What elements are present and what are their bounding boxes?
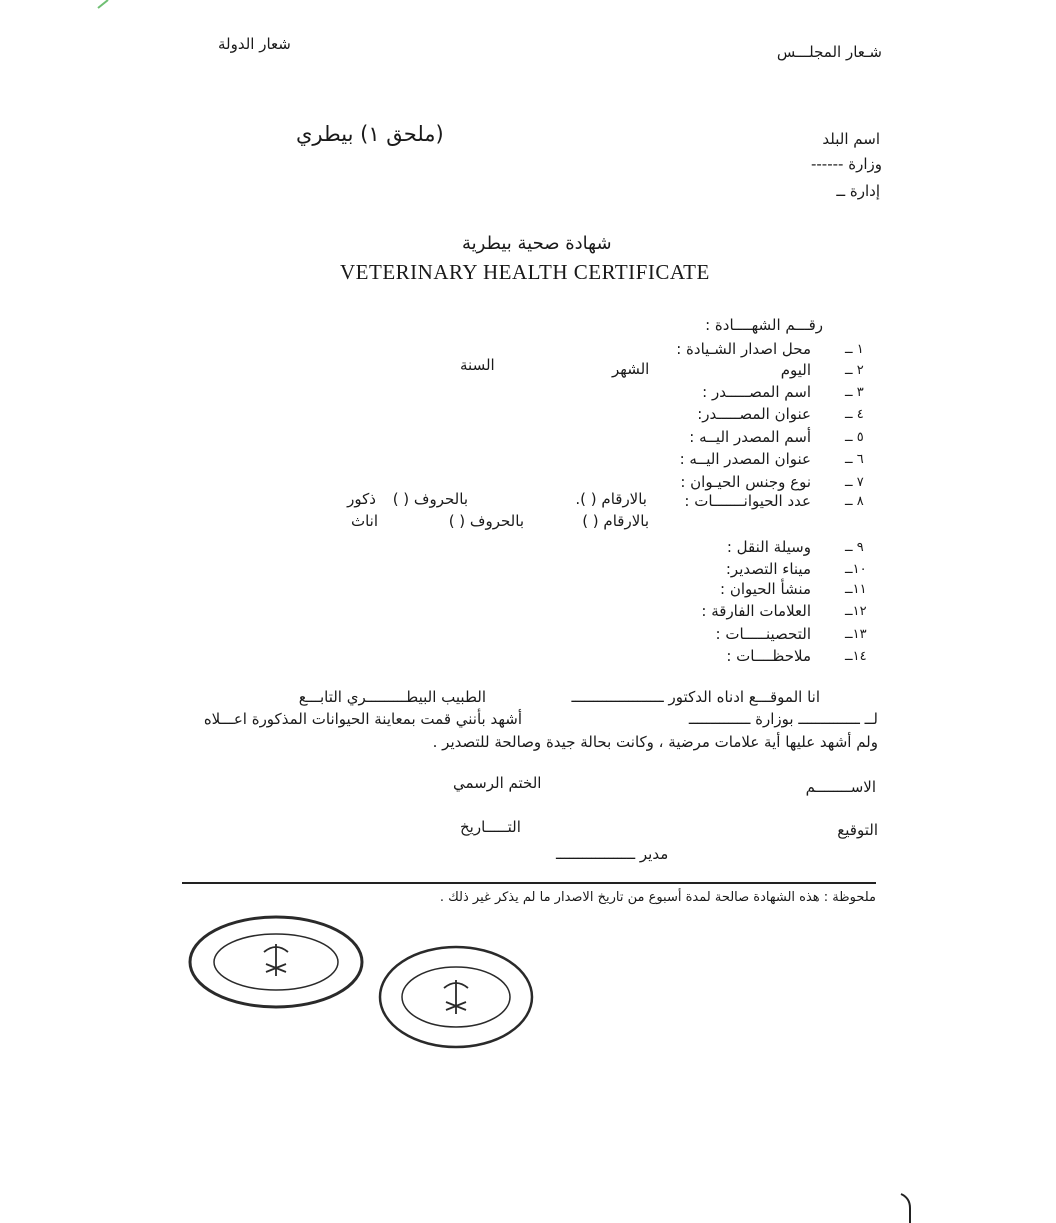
certificate-number-label: رقـــم الشهــــادة : (705, 316, 823, 334)
field-number: ١٢ــ (845, 604, 867, 619)
council-secretariat-stamp-icon (376, 944, 536, 1050)
date-label: التـــــاريخ (460, 818, 521, 836)
declaration-line2-end: أشهد بأنني قمت بمعاينة الحيوانات المذكورة اعـــلاه (203, 710, 522, 728)
field-label: اليوم (780, 361, 811, 379)
field-label: عنوان المصـــــدر: (697, 405, 811, 423)
title-arabic: شهادة صحية بيطرية (462, 233, 612, 254)
field-number: ٢ ــ (845, 363, 864, 378)
footer-divider (182, 882, 876, 884)
corner-mark-icon (96, 0, 112, 10)
field-number: ١١ــ (845, 582, 867, 597)
field-label: نوع وجنس الحيـوان : (680, 473, 811, 491)
state-emblem-label: شعار الدولة (218, 35, 291, 53)
field-number: ٣ ــ (845, 385, 864, 400)
field-label: التحصينـــــات : (715, 625, 811, 643)
field-label: اسم المصـــــدر : (702, 383, 811, 401)
field-label: العلامات الفارقة : (701, 602, 811, 620)
declaration-line2-start: لــ ــــــــــــــ بوزارة ــــــــــــــ (688, 710, 878, 728)
department-label: إدارة ــ (836, 182, 880, 200)
council-emblem-label: شـعار المجلـــس (776, 43, 882, 61)
field-label: منشأ الحيوان : (720, 580, 811, 598)
field-number: ٤ ــ (845, 407, 864, 422)
footer-note: ملحوظة : هذه الشهادة صالحة لمدة أسبوع من تاريخ الاصدار ما لم يذكر غير ذلك . (439, 890, 876, 905)
field-label: ملاحظــــات : (726, 647, 811, 665)
females-label: اناث (350, 512, 378, 530)
males-digits-label: بالارقام ( ). (575, 490, 647, 508)
date-month-label: الشهر (612, 360, 650, 378)
field-number: ١٠ــ (845, 562, 867, 577)
field-number: ١ ــ (845, 342, 864, 357)
field-number: ٥ ــ (845, 430, 864, 445)
males-letters-label: بالحروف ( ) (392, 490, 468, 508)
field-number: ٦ ــ (845, 452, 864, 467)
field-number: ١٣ــ (845, 627, 867, 642)
declaration-line3: ولم أشهد عليها أية علامات مرضية ، وكانت بحالة جيدة وصالحة للتصدير . (432, 733, 878, 751)
females-letters-label: بالحروف ( ) (448, 512, 524, 530)
country-name-label: اسم البلد (822, 130, 880, 148)
signature-label: التوقيع (837, 821, 878, 839)
field-label: عدد الحيوانـــــــات : (684, 492, 811, 510)
field-number: ٩ ــ (845, 540, 864, 555)
page-edge-mark-icon (898, 1192, 914, 1223)
council-experts-stamp-icon (186, 912, 366, 1012)
director-label: مدير ــــــــــــــــــ (556, 845, 669, 863)
field-label: أسم المصدر اليــه : (689, 428, 811, 446)
field-label: وسيلة النقل : (726, 538, 811, 556)
official-stamp-label: الختم الرسمي (453, 774, 542, 792)
field-label: محل اصدار الشـيادة : (676, 340, 811, 358)
declaration-line1-end: الطبيب البيطـــــــــري التابـــع (298, 688, 486, 706)
field-label: ميناء التصدير: (725, 560, 811, 578)
date-year-label: السنة (460, 356, 495, 374)
annex-label: (ملحق ١) بيطري (296, 122, 444, 146)
declaration-line1-start: انا الموقـــع ادناه الدكتور ـــــــــــــــــــــ (571, 688, 820, 706)
males-label: ذكور (347, 490, 376, 508)
title-english: VETERINARY HEALTH CERTIFICATE (340, 260, 710, 284)
field-label: عنوان المصدر اليــه : (679, 450, 811, 468)
ministry-label: وزارة ------ (810, 155, 882, 173)
field-number: ٨ ــ (845, 494, 864, 509)
field-number: ٧ ــ (845, 475, 864, 490)
field-number: ١٤ــ (845, 649, 867, 664)
name-label: الاســــــــم (805, 778, 876, 796)
females-digits-label: بالارقام ( ) (582, 512, 649, 530)
